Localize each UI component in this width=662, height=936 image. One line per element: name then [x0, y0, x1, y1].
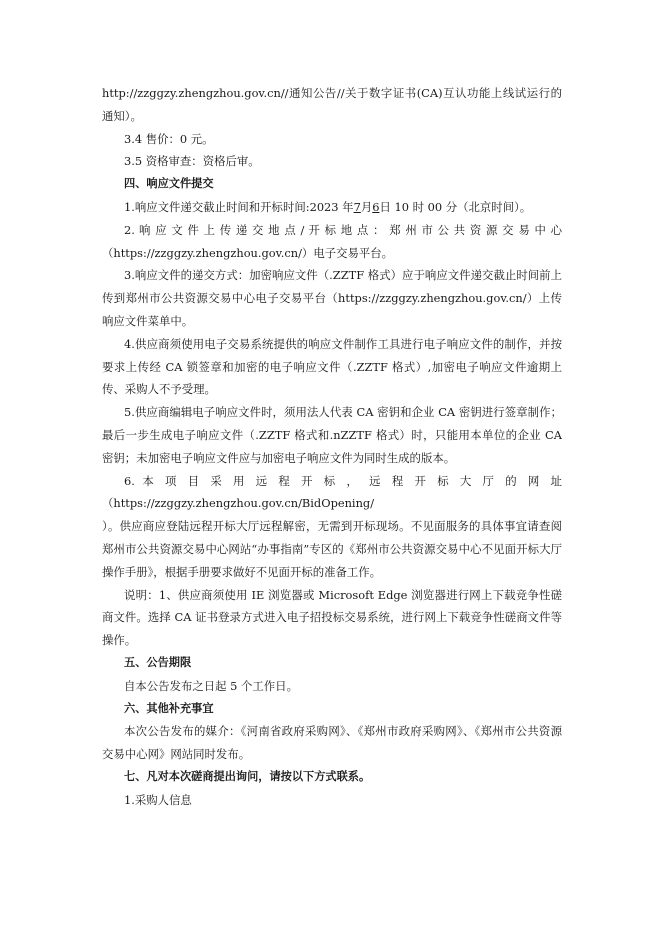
url-continuation-line: http://zzggzy.zhengzhou.gov.cn//通知公告//关于数字证书(CA)互认功能上线试运行的 — [102, 86, 562, 100]
qualification-paragraph: 3.5 资格审查：资格后审。 — [124, 154, 260, 169]
signature-paragraph: 5.供应商编辑电子响应文件时，须用法人代表 CA 密钥和企业 CA 密钥进行签章制作；最后一步生成电子响应文件（.ZZTF 格式和.nZZTF 格式）时，只能用本单位的企业 CA 密钥；未加密电子响应文件应与加密电子响应文件为同时生成的版本。 — [102, 405, 562, 465]
upload-location-line1: 2. 响 应 文 件 上 传 递 交 地 点 / 开 标 地 点 ： 郑 州 市 公 共 资 源 交 易 中 心 — [124, 222, 562, 237]
price-paragraph: 3.4 售价：0 元。 — [124, 131, 214, 146]
deadline-text-b: 月 — [360, 199, 373, 214]
section-heading-5: 五、公告期限 — [124, 655, 192, 669]
browser-note-paragraph: 说明：1、供应商须使用 IE 浏览器或 Microsoft Edge 浏览器进行网上下载竞争性磋商文件。选择 CA 证书登录方式进入电子招投标交易系统，进行网上下载竞争性磋商文件等操作。 — [102, 587, 562, 648]
remote-bid-line1: 6. 本 项 目 采 用 远 程 开 标 ， 远 程 开 标 大 厅 的 网 址 — [124, 473, 562, 488]
notice-period-paragraph: 自本公告发布之日起 5 个工作日。 — [124, 678, 298, 693]
section-heading-4: 四、响应文件提交 — [124, 177, 214, 191]
document-body — [102, 82, 562, 812]
section-heading-7: 七、凡对本次磋商提出询问，请按以下方式联系。 — [124, 769, 371, 783]
deadline-text-a: 1.响应文件递交截止时间和开标时间:2023 年 — [124, 199, 354, 214]
deadline-day: 6 — [372, 199, 380, 214]
media-paragraph: 本次公告发布的媒介：《河南省政府采购网》、《郑州市政府采购网》、《郑州市公共资源交易中心网》网站同时发布。 — [102, 724, 562, 762]
document-creation-paragraph: 4.供应商须使用电子交易系统提供的响应文件制作工具进行电子响应文件的制作，并按要求上传经 CA 锁签章和加密的电子响应文件（.ZZTF 格式）,加密电子响应文件逾期上传、采购人不予受理。 — [102, 336, 562, 397]
section-heading-6: 六、其他补充事宜 — [124, 701, 214, 715]
deadline-paragraph — [102, 196, 562, 219]
remote-bid-url-line: （https://zzggzy.zhengzhou.gov.cn/BidOpening/ — [102, 496, 375, 511]
deadline-month: 7 — [353, 199, 361, 214]
submission-method-paragraph: 3.响应文件的递交方式：加密响应文件（.ZZTF 格式）应于响应文件递交截止时间前上传到郑州市公共资源交易中心电子交易平台（https://zzggzy.zhengzhou.gov.cn/）上传响应文件菜单中。 — [102, 268, 562, 328]
url-continuation-end: 通知）。 — [102, 108, 142, 123]
upload-location-line2: （https://zzggzy.zhengzhou.gov.cn/）电子交易平台。 — [102, 245, 394, 260]
remote-bid-rest: ）。供应商应登陆远程开标大厅远程解密，无需到开标现场。不见面服务的具体事宜请查阅郑州市公共资源交易中心网站“办事指南”专区的《郑州市公共资源交易中心不见面开标大厅操作手册》，根据手册要求做好不见面开标的准备工作。 — [102, 519, 562, 579]
deadline-text-c: 日 10 时 00 分（北京时间）。 — [379, 199, 532, 214]
purchaser-info-paragraph: 1.采购人信息 — [124, 792, 192, 807]
